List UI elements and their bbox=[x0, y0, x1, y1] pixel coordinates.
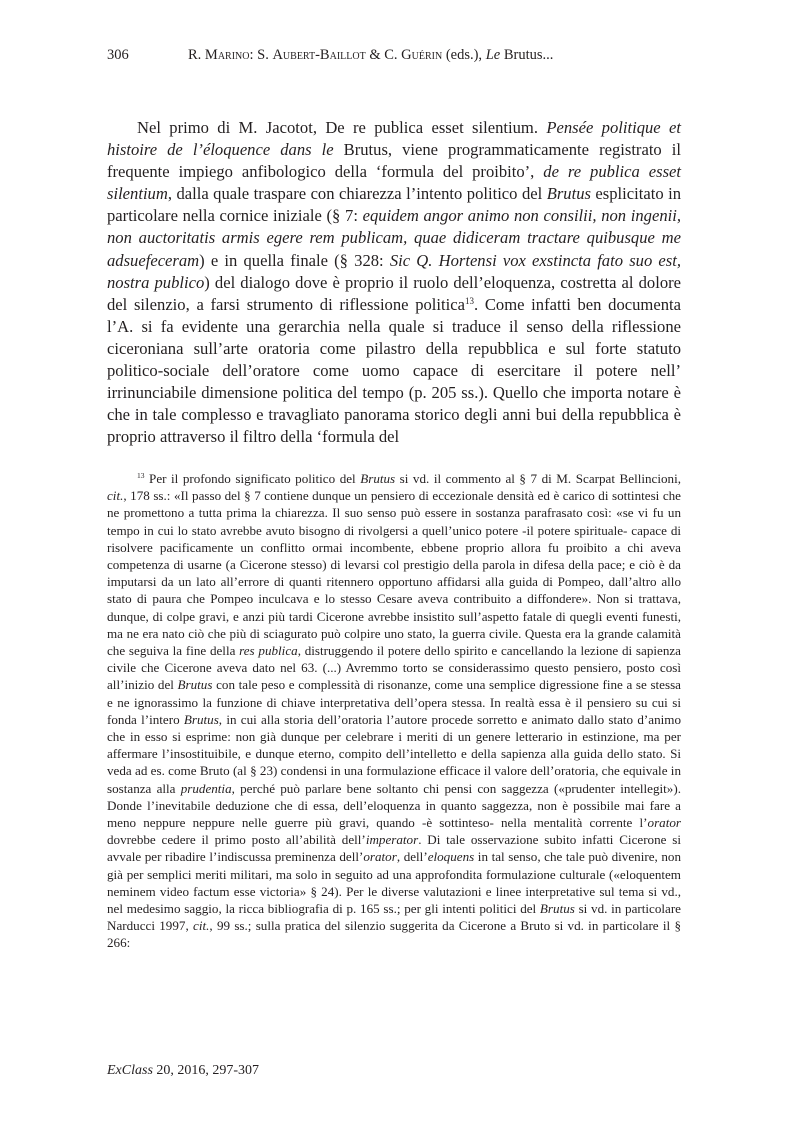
text-run-italic: cit. bbox=[193, 918, 210, 934]
text-run: Per il profondo significato politico del bbox=[144, 471, 361, 486]
text-run-italic: Brutus bbox=[183, 711, 219, 727]
text-run: ) e in quella finale (§ 328: bbox=[199, 250, 390, 270]
text-run: , 178 ss.: «Il passo del § 7 contiene dunque un pensiero di eccezionale densità ed è carico di sottintesi che ne promettono a tutta prima la chiarezza. Il suo senso può essere in sostanza parafrasato così: «se vi fu un tempo in cui lo stato avrebbe avuto bisogno di rivolgersi a quell’unico potere -il potere spirituale- capace di risolvere pacificamente un conflitto ormai incombente, ebbene proprio allora fu proibito a chi aveva competenza di usarne (a Cicerone stesso) di levarsi col prestigio della parola in difesa della pace; e ciò è da imputarsi da un lato all’errore di quanti ritennero opportuno affidarsi alla guida di Pompeo, dall’altro allo stato di paura che Pompeo inculcava e lo stesso Cesare aveva contribuito a diffondere». Non si trattava, dunque, di colpe gravi, e anzi più tardi Cicerone avrebbe insistito sull’aspetto fatale di quegli eventi funesti, ma ne era nato ciò che più di sciagurato può colpire uno stato, la guerra civile. Questa era la grande calamità che seguiva la fine della bbox=[107, 488, 681, 659]
book-title: Brutus... bbox=[500, 47, 554, 63]
text-run-italic: cit. bbox=[107, 488, 124, 504]
text-run-italic: de re publica esset silentium bbox=[107, 162, 682, 204]
text-run: in tal senso, che tale può divenire, non già per semplici meriti militari, ma solo in seguito ad una approfondita formulazione culturale («eloquentem neminem video factum esse victoria» § 24). Per le diverse valutazioni e linee interpretative sul tema si vd., nel medesimo saggio, la ricca bibliografia di p. 165 ss.; per gli intenti politici del bbox=[107, 849, 681, 917]
text-run: Nel primo di M. Jacotot, De re publica esset silentium. bbox=[137, 118, 547, 137]
text-run: dovrebbe cedere il primo posto all’abilità dell’ bbox=[107, 832, 366, 848]
text-run-italic: Pensée politique et histoire de l’éloquence dans le bbox=[107, 118, 681, 160]
text-run: . Come infatti ben documenta l’A. si fa evidente una gerarchia nella quale si traduce il senso della riflessione ciceroniana sull’arte oratoria come pilastro della repubblica e sul forte statuto politico-sociale dell’oratore come uomo capace di esercitare il potere nell’ irrinunciabile dimensione politica del tempo (p. 205 ss.). Quello che importa notare è che in tale complesso e travagliato panorama storico degli anni bui della repubblica è proprio attraverso il filtro della ‘formula del bbox=[107, 294, 681, 447]
journal-footer bbox=[107, 1063, 259, 1079]
journal-citation: 20, 2016, 297-307 bbox=[152, 1063, 260, 1078]
text-run-italic: orator bbox=[647, 815, 681, 831]
text-run: , perché può parlare bene soltanto chi pensi con saggezza («prudenter intellegit»). Donde l’inevitabile deduzione che di essa, dell’eloquenza in quanto saggezza, non è possibile mai fare a meno neppure neppure nelle guerre più gravi, quando -è sottinteso- nella mentalità corrente l’ bbox=[107, 780, 681, 831]
text-run-italic: res publica bbox=[239, 643, 298, 659]
running-head bbox=[188, 47, 553, 64]
text-run: con tale peso e complessità di risonanze, come una semplice digressione fine a se stessa e ne ignorassimo la funzione di chiave interpretativa dell’opera stessa. In realtà essa è il pensiero su cui si fonda l’intero bbox=[107, 677, 681, 727]
text-run-italic: imperator bbox=[365, 832, 419, 848]
editor-1: Aubert-Baillot bbox=[272, 47, 366, 63]
text-run: . Di tale osservazione subito infatti Cicerone si avvale per ribadire l’indiscussa preminenza dell’ bbox=[107, 832, 681, 865]
text-run-italic: prudentia bbox=[180, 780, 232, 796]
main-text bbox=[107, 117, 681, 448]
footnote-ref[interactable]: 13 bbox=[464, 295, 474, 306]
footnotes bbox=[107, 470, 681, 952]
editor-2: Guérin bbox=[401, 47, 443, 63]
text-run: ) del dialogo dove è proprio il ruolo dell’eloquenza, costretta al dolore del silenzio, a farsi strumento di riflessione politica bbox=[107, 272, 682, 314]
text-run: , dell’ bbox=[396, 849, 428, 865]
text-run-italic: eloquens bbox=[427, 849, 475, 865]
text-run: si vd. il commento al § 7 di M. Scarpat Bellincioni, bbox=[395, 471, 681, 486]
page-number: 306 bbox=[107, 47, 129, 63]
text-run: , 99 ss.; sulla pratica del silenzio suggerita da Cicerone a Bruto si vd. in particolare il § 266: bbox=[107, 918, 681, 951]
book-title-italic: Le bbox=[485, 47, 501, 63]
text-run: si vd. in particolare Narducci 1997, bbox=[107, 901, 681, 934]
text-run: , in cui alla storia dell’oratoria l’autore procede sorretto e animato dallo stato d’animo che in esso si esprime: non già dunque per celebrare i meriti di un genere letterario in estinzione, ma per affermare l’insostituibile, e dunque eterno, compito dell’intelletto e della sapienza alla guida dello stato. Si veda ad es. come Bruto (al § 23) condensi in una formulazione efficace il valore dell’oratoria, che equivale in sostanza alla bbox=[107, 711, 681, 796]
running-amp: & C. bbox=[365, 47, 402, 63]
footnote-number: 13 bbox=[137, 471, 145, 480]
text-run-italic: Brutus bbox=[546, 184, 591, 204]
text-run-italic: equidem angor animo non consilii, non ingenii, non auctoritatis armis egere rem publicam, quae didiceram tractare quibusque me adsuefeceram bbox=[107, 206, 681, 270]
author-name: Marino bbox=[204, 47, 250, 63]
text-run-italic: orator bbox=[363, 849, 397, 865]
running-eds: (eds.), bbox=[442, 47, 486, 63]
text-run-italic: Brutus bbox=[539, 901, 575, 917]
text-run-italic: Sic Q. Hortensi vox exstincta fato suo est, nostra publico bbox=[107, 250, 681, 292]
text-run: Brutus, viene programmaticamente registrato il frequente impiego anfibologico della ‘formula del proibito’, bbox=[107, 140, 681, 182]
body-paragraph bbox=[107, 117, 681, 448]
text-run: , distruggendo il potere dello spirito e cancellando la lezione di sapienza civile che Cicerone aveva dato nel 63. (...) Avremmo torto se considerassimo questo pensiero, posto così all’inizio del bbox=[107, 643, 681, 693]
footnote bbox=[107, 470, 681, 952]
text-run: , dalla quale traspare con chiarezza l’intento politico del bbox=[167, 184, 547, 204]
text-run-italic: Brutus bbox=[360, 471, 396, 486]
text-run: esplicitato in particolare nella cornice iniziale (§ 7: bbox=[107, 184, 681, 226]
running-sep: : S. bbox=[249, 47, 273, 63]
journal-name: ExClass bbox=[107, 1063, 153, 1078]
author-initial: R. bbox=[188, 47, 205, 63]
text-run-italic: Brutus bbox=[177, 677, 213, 693]
